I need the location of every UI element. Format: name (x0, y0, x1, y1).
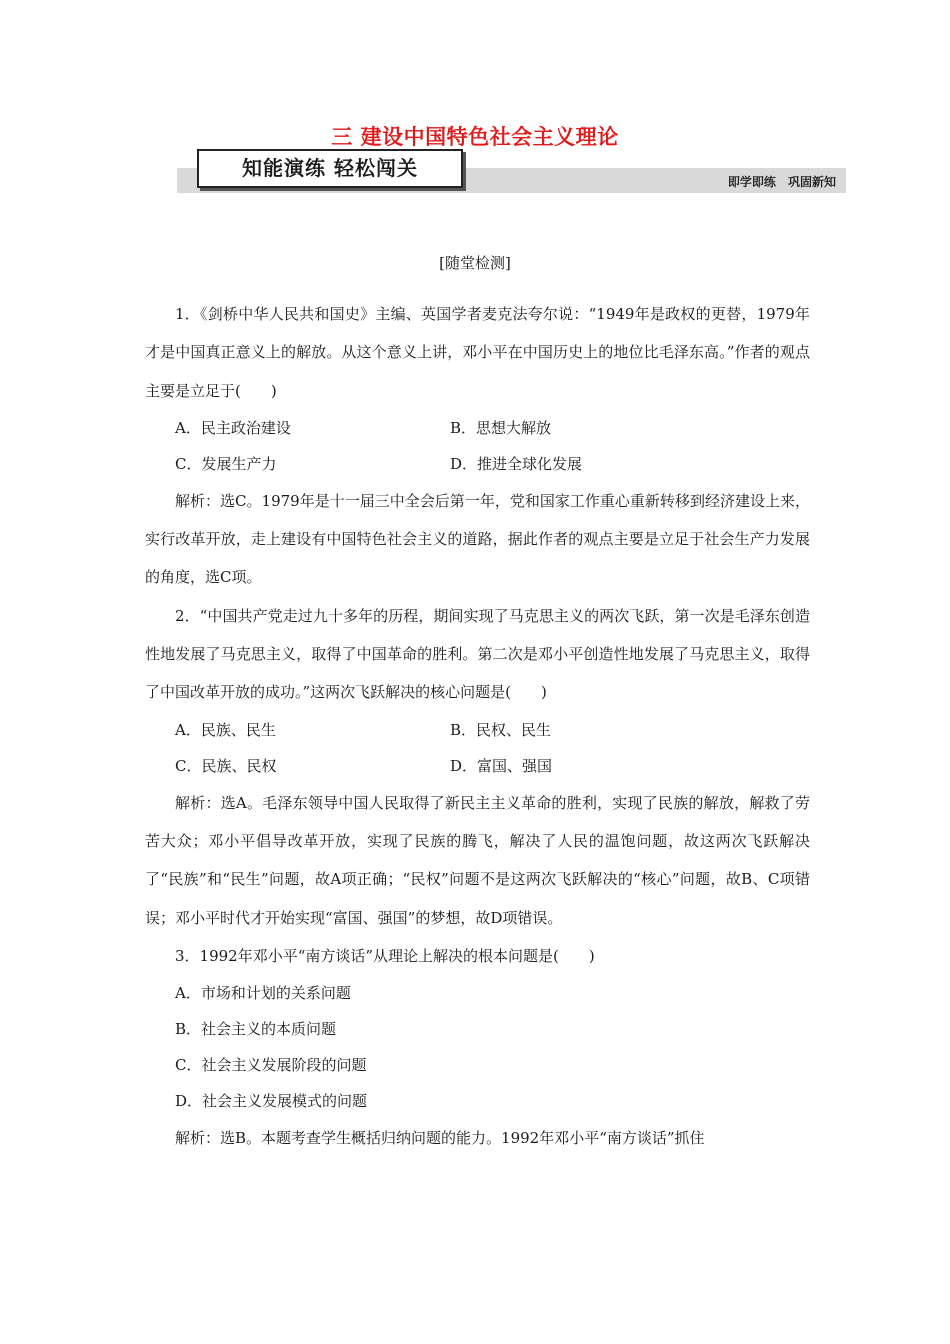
question-3-analysis: 解析：选B。本题考查学生概括归纳问题的能力。1992年邓小平“南方谈话”抓住 (175, 1129, 705, 1148)
option: D．社会主义发展模式的问题 (175, 1092, 368, 1111)
question-1-options-row-2 (145, 446, 810, 482)
option: C．发展生产力 (175, 454, 277, 473)
question-2-options-row-1 (145, 712, 810, 748)
question-content (145, 295, 810, 1157)
question-2-options-row-2 (145, 748, 810, 784)
option: C．民族、民权 (175, 756, 277, 775)
question-1-analysis: 解析：选C。1979年是十一届三中全会后第一年，党和国家工作重心重新转移到经济建设上来，实行改革开放，走上建设有中国特色社会主义的道路，据此作者的观点主要是立足于社会生产力发展的角度，选C项。 (145, 491, 810, 587)
banner-slogan: 即学即练 巩固新知 (727, 175, 836, 189)
option: C．社会主义发展阶段的问题 (175, 1056, 367, 1075)
option: B．民权、民生 (450, 720, 552, 739)
page-title: 三 建设中国特色社会主义理论 (331, 125, 619, 149)
banner-label: 知能演练 轻松闯关 (197, 149, 463, 188)
option: A．民族、民生 (175, 720, 276, 739)
section-heading: [随堂检测] (439, 254, 511, 272)
option: A．民主政治建设 (175, 418, 291, 437)
option: D．推进全球化发展 (450, 454, 583, 473)
option: B．思想大解放 (450, 418, 552, 437)
question-3-stem: 3．1992年邓小平“南方谈话”从理论上解决的根本问题是( ) (175, 946, 595, 965)
question-1-options-row-1 (145, 410, 810, 446)
option: B．社会主义的本质问题 (175, 1020, 337, 1039)
section-banner (177, 149, 846, 193)
question-2-stem: 2．“中国共产党走过九十多年的历程，期间实现了马克思主义的两次飞跃，第一次是毛泽东创造性地发展了马克思主义，取得了中国革命的胜利。第二次是邓小平创造性地发展了马克思主义，取得了中国改革开放的成功。”这两次飞跃解决的核心问题是( ) (145, 606, 810, 702)
option: A．市场和计划的关系问题 (175, 984, 351, 1003)
option: D．富国、强国 (450, 756, 553, 775)
question-1-stem: 1．《剑桥中华人民共和国史》主编、英国学者麦克法夸尔说：“1949年是政权的更替，1979年才是中国真正意义上的解放。从这个意义上讲，邓小平在中国历史上的地位比毛泽东高。”作者的观点主要是立足于( ) (145, 305, 810, 400)
question-2-analysis: 解析：选A。毛泽东领导中国人民取得了新民主主义革命的胜利，实现了民族的解放，解救了劳苦大众；邓小平倡导改革开放，实现了民族的腾飞，解决了人民的温饱问题，故这两次飞跃解决了“民族”和“民生”问题，故A项正确；“民权”问题不是这两次飞跃解决的“核心”问题，故B、C项错误；邓小平时代才开始实现“富国、强国”的梦想，故D项错误。 (145, 793, 810, 927)
